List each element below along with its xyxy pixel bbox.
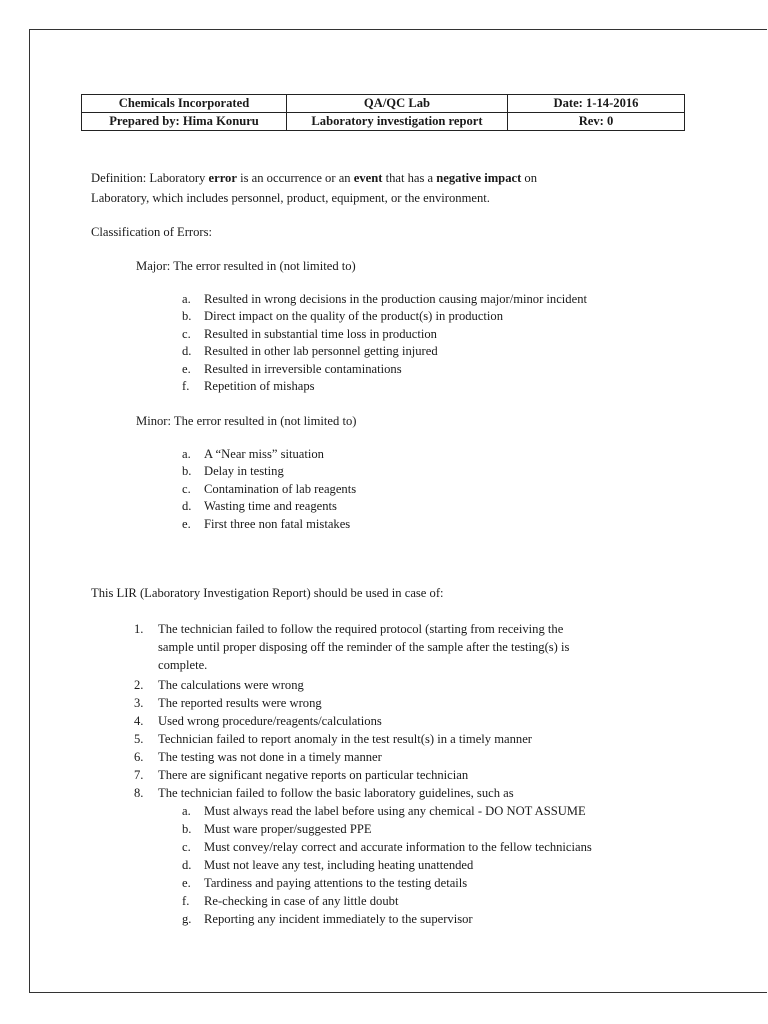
lir-item-text: Technician failed to report anomaly in the test result(s) in a timely manner	[158, 732, 533, 746]
date-cell: Date: 1-14-2016	[508, 95, 685, 113]
lir-item-marker: 3.	[134, 696, 144, 710]
guideline-item-marker: e.	[182, 876, 191, 890]
major-item-text: Direct impact on the quality of the product(s) in production	[204, 309, 504, 324]
definition-text-2: is an occurrence or an	[236, 171, 354, 185]
major-item-marker: b.	[182, 309, 192, 324]
lir-item-marker: 5.	[134, 732, 144, 746]
definition-text-4: on	[521, 171, 538, 185]
company-cell: Chemicals Incorporated	[82, 95, 287, 113]
prepared-by-cell: Prepared by: Hima Konuru	[82, 113, 287, 131]
major-item-marker: d.	[182, 344, 192, 359]
lir-item-1-marker: 1.	[134, 622, 144, 636]
major-item-text: Resulted in wrong decisions in the production causing major/minor incident	[204, 292, 587, 306]
major-item-text: Resulted in substantial time loss in production	[204, 326, 437, 341]
minor-item-text: Contamination of lab reagents	[204, 481, 357, 496]
header-row-2	[82, 113, 685, 131]
lir-item-marker: 6.	[134, 750, 144, 764]
rev-cell: Rev: 0	[508, 113, 685, 131]
minor-item-text: A “Near miss” situation	[204, 447, 324, 461]
definition-bold-error: error	[208, 171, 237, 185]
guideline-item-text: Tardiness and paying attentions to the testing details	[204, 876, 468, 890]
minor-item-marker: b.	[182, 464, 192, 479]
lir-item-text: The calculations were wrong	[158, 678, 304, 692]
guideline-item-text: Must convey/relay correct and accurate information to the fellow technicians	[204, 840, 592, 854]
definition-line-1	[91, 170, 537, 187]
major-item-marker: f.	[182, 378, 190, 393]
lir-item-1-line-1: The technician failed to follow the required protocol (starting from receiving the	[158, 622, 564, 636]
minor-heading: Minor: The error resulted in (not limited to)	[136, 414, 357, 428]
header-row-1	[82, 95, 685, 113]
minor-item-marker: c.	[182, 481, 191, 496]
header-table	[81, 94, 685, 131]
guideline-item-marker: b.	[182, 822, 192, 836]
major-item-text: Resulted in other lab personnel getting injured	[204, 344, 438, 359]
major-item-marker: a.	[182, 292, 191, 306]
guideline-item-marker: g.	[182, 912, 192, 926]
guideline-item-text: Must always read the label before using any chemical - DO NOT ASSUME	[204, 804, 586, 818]
lir-item-text: There are significant negative reports on particular technician	[158, 768, 469, 782]
lir-item-text: Used wrong procedure/reagents/calculations	[158, 714, 382, 728]
major-item-text: Resulted in irreversible contaminations	[204, 361, 402, 376]
guideline-item-marker: a.	[182, 804, 191, 818]
major-item-marker: c.	[182, 326, 191, 341]
classification-heading: Classification of Errors:	[91, 225, 213, 239]
major-item-text: Repetition of mishaps	[204, 378, 315, 393]
lir-item-text: The testing was not done in a timely manner	[158, 750, 382, 764]
minor-item-text: Wasting time and reagents	[204, 499, 337, 514]
guideline-item-marker: f.	[182, 894, 190, 908]
lir-item-1-line-3: complete.	[158, 658, 208, 672]
lir-item-text: The reported results were wrong	[158, 696, 322, 710]
major-item-marker: e.	[182, 361, 191, 376]
lir-item-marker: 4.	[134, 714, 144, 728]
guideline-item-text: Must not leave any test, including heating unattended	[204, 858, 474, 872]
guideline-item-marker: d.	[182, 858, 192, 872]
major-heading: Major: The error resulted in (not limited to)	[136, 259, 356, 273]
lir-item-marker: 2.	[134, 678, 144, 692]
definition-bold-negative-impact: negative impact	[436, 171, 522, 185]
minor-item-marker: a.	[182, 447, 191, 461]
definition-line-2: Laboratory, which includes personnel, product, equipment, or the environment.	[91, 191, 490, 205]
minor-item-text: Delay in testing	[204, 464, 284, 479]
lab-cell: QA/QC Lab	[287, 95, 508, 113]
minor-item-text: First three non fatal mistakes	[204, 516, 351, 531]
definition-text-1: Definition: Laboratory	[91, 171, 209, 185]
guideline-item-text: Must ware proper/suggested PPE	[204, 822, 372, 836]
guideline-item-text: Reporting any incident immediately to the supervisor	[204, 912, 473, 926]
minor-item-marker: d.	[182, 499, 192, 514]
definition-bold-event: event	[353, 171, 383, 185]
lir-intro: This LIR (Laboratory Investigation Report) should be used in case of:	[91, 586, 444, 600]
lir-item-1-line-2: sample until proper disposing off the reminder of the sample after the testing(s) is	[158, 640, 570, 654]
lir-item-marker: 7.	[134, 768, 144, 782]
lir-item-marker: 8.	[134, 786, 144, 800]
lir-item-text: The technician failed to follow the basic laboratory guidelines, such as	[158, 786, 514, 800]
guideline-item-marker: c.	[182, 840, 191, 854]
document-page	[29, 29, 767, 993]
minor-item-marker: e.	[182, 516, 191, 531]
report-type-cell: Laboratory investigation report	[287, 113, 508, 131]
definition-text-3: that has a	[382, 171, 437, 185]
guideline-item-text: Re-checking in case of any little doubt	[204, 894, 399, 908]
